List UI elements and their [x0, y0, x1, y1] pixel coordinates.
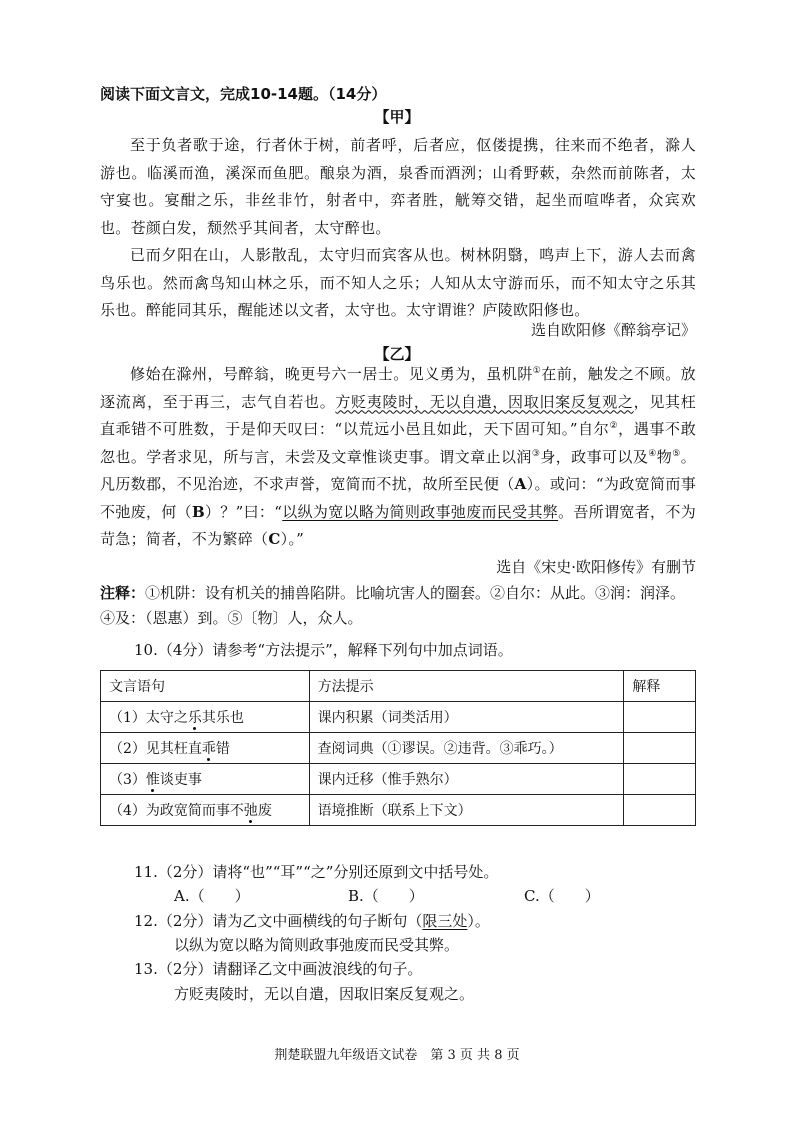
dotted-word: 乐: [187, 710, 202, 726]
section-intro: 阅读下面文言文，完成10-14题。（14分）: [100, 85, 387, 103]
hint-cell: 课内迁移（惟手熟尔）: [309, 764, 624, 795]
q13-prompt: 13.（2分）请翻译乙文中画波浪线的句子。: [134, 960, 423, 978]
table-header: 方法提示: [309, 671, 624, 702]
passage-a-paragraph: 已而夕阳在山，人影散乱，太守归而宾客从也。树林阴翳，鸣声上下，游人去而禽鸟乐也。然而禽鸟知山林之乐，而不知人之乐；人知从太守游而乐，而不知太守之乐其乐也。醉能同其乐，醒能述以文者，太守也。太守谓谁？庐陵欧阳修也。: [100, 246, 696, 319]
answer-cell[interactable]: [624, 733, 696, 764]
wavy-underlined-sentence: 方贬夷陵时，无以自遣，因取旧案反复观之: [335, 392, 634, 411]
passage-a-body: [100, 132, 696, 325]
page-footer: 荆楚联盟九年级语文试卷 第 3 页 共 8 页: [274, 1048, 520, 1063]
hint-cell: 语境推断（联系上下文）: [309, 795, 624, 826]
table-row: [101, 702, 696, 733]
sentence-cell: （2）见其枉直乖错: [101, 733, 310, 764]
q11-option-b[interactable]: B.（ ）: [348, 887, 424, 905]
sentence-cell: （1）太守之乐其乐也: [101, 702, 310, 733]
q11-option-a[interactable]: A.（ ）: [174, 887, 250, 905]
table-row: [101, 795, 696, 826]
passage-b-paragraph: 修始在滁州，号醉翁，晚更号六一居士。见义勇为，虽机阱①在前，触发之不顾。放逐流离，至于再三，志气自若也。方贬夷陵时，无以自遣，因取旧案反复观之，见其枉直乖错不可胜数，于是仰天叹曰：“以荒远小邑且如此，天下固可知。”自尔②，遇事不敢忽也。学者求见，所与言，未尝及文章惟谈吏事。谓文章止以润③身，政事可以及④物⑤。凡历数郡，不见治迹，不求声誉，宽简而不扰，故所至民便（A）。或问：“为政宽简而事不弛废，何（B）？”曰：“以纵为宽以略为简则政事弛废而民受其弊。吾所谓宽者，不为苛急；简者，不为繁碎（C）。”: [100, 365, 697, 548]
hint-cell: 课内积累（词类活用）: [309, 702, 624, 733]
answer-cell[interactable]: [624, 795, 696, 826]
blank-c: C: [268, 530, 281, 548]
sentence-cell: （4）为政宽简而事不弛废: [101, 795, 310, 826]
blank-b: B: [191, 502, 205, 521]
q11-prompt: 11.（2分）请将“也”“耳”“之”分别还原到文中括号处。: [134, 863, 499, 881]
passage-a-heading: 【甲】: [374, 108, 420, 126]
table-header: 解释: [624, 671, 696, 702]
passage-b-heading: 【乙】: [374, 345, 420, 363]
passage-a-source: 选自欧阳修《醉翁亭记》: [530, 321, 696, 339]
q12-prompt: 12.（2分）请为乙文中画横线的句子断句（限三处）。: [134, 912, 490, 930]
dotted-word: 弛: [243, 803, 258, 819]
table-row: [101, 764, 696, 795]
annotations: [100, 581, 700, 631]
q11-option-c[interactable]: C.（ ）: [524, 887, 600, 905]
table-header-row: [101, 671, 696, 702]
q12-sentence: 以纵为宽以略为简则政事弛废而民受其弊。: [174, 936, 460, 954]
underlined-sentence: 以纵为宽以略为简则政事弛废而民受其弊: [282, 502, 559, 521]
annotations-text: ①机阱：设有机关的捕兽陷阱。比喻坑害人的圈套。②自尔：从此。③润：润泽。④及：（恩惠）到。⑤〔物〕人，众人。: [100, 584, 686, 627]
passage-a-paragraph: 至于负者歌于途，行者休于树，前者呼，后者应，伛偻提携，往来而不绝者，滁人游也。临溪而渔，溪深而鱼肥。酿泉为酒，泉香而酒洌；山肴野蔌，杂然而前陈者，太守宴也。宴酣之乐，非丝非竹，射者中，弈者胜，觥筹交错，起坐而喧哗者，众宾欢也。苍颜白发，颓然乎其间者，太守醉也。: [100, 136, 696, 237]
q13-sentence: 方贬夷陵时，无以自遣，因取旧案反复观之。: [174, 985, 475, 1003]
q10-table: [100, 670, 696, 826]
dotted-word: 惟: [145, 772, 160, 788]
table-header: 文言语句: [101, 671, 310, 702]
sentence-cell: （3）惟谈吏事: [101, 764, 310, 795]
answer-cell[interactable]: [624, 702, 696, 733]
answer-cell[interactable]: [624, 764, 696, 795]
passage-b-source: 选自《宋史·欧阳修传》有删节: [496, 558, 696, 576]
blank-a: A: [514, 475, 527, 493]
note-mark-2: ②: [609, 421, 619, 431]
table-row: [101, 733, 696, 764]
dotted-word: 乖: [201, 741, 216, 757]
hint-cell: 查阅词典（①谬误。②违背。③乖巧。）: [309, 733, 624, 764]
q10-prompt: 10.（4分）请参考“方法提示”，解释下列句中加点词语。: [134, 641, 513, 659]
note-mark-5: ⑤: [672, 448, 681, 459]
note-mark-1: ①: [532, 366, 542, 376]
note-mark-4: ④: [648, 448, 657, 459]
passage-b-body: [100, 361, 696, 554]
annotations-label: 注释：: [100, 584, 146, 602]
note-mark-3: ③: [531, 448, 541, 459]
